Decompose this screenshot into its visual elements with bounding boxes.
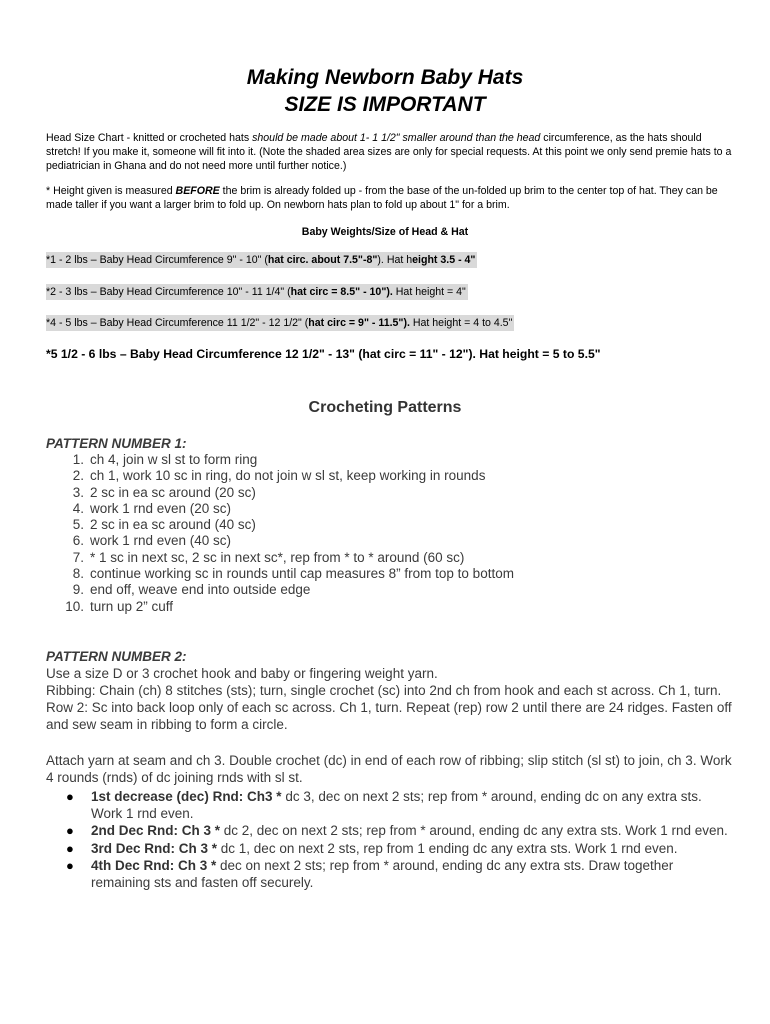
list-item: [60, 599, 740, 615]
pattern-1-steps: [60, 452, 740, 615]
list-item: [60, 501, 740, 517]
page-subtitle: SIZE IS IMPORTANT: [284, 93, 486, 116]
step-number: 7.: [72, 549, 84, 565]
bullet-bold: 3rd Dec Rnd: Ch 3 *: [91, 840, 218, 856]
size-row-1-d: eight 3.5 - 4": [412, 254, 476, 266]
step-number: 9.: [72, 582, 84, 598]
bullet-icon: ●: [66, 823, 74, 839]
size-row-2-c: Hat height = 4": [392, 286, 466, 298]
height-note-before: BEFORE: [175, 185, 220, 197]
step-number: 6.: [72, 533, 84, 549]
list-item: [60, 566, 740, 582]
bullet-text: dc 3, dec on next 2 sts; rep from * around, ending dc on any extra sts. Work 1 rnd even.: [91, 789, 702, 822]
size-row-main: *5 1/2 - 6 lbs – Baby Head Circumference 12 1/2" - 13" (hat circ = 11" - 12"). Hat height = 5 to 5.5": [46, 347, 601, 361]
step-number: 1.: [72, 452, 84, 467]
step-text: 2 sc in ea sc around (20 sc): [90, 484, 256, 500]
bullet-text: dec on next 2 sts; rep from * around, ending dc any extra sts. Draw together remaining sts and fasten off securely.: [91, 857, 674, 891]
list-item: [60, 517, 740, 533]
list-item: [60, 452, 740, 468]
bullet-icon: ●: [66, 789, 74, 804]
list-item: [60, 582, 740, 598]
bullet-bold: 2nd Dec Rnd: Ch 3 *: [91, 823, 221, 839]
size-row-3-a: *4 - 5 lbs – Baby Head Circumference 11 1/2" - 12 1/2" (: [46, 317, 309, 329]
bullet-text: dc 1, dec on next 2 sts, rep from 1 ending dc any extra sts. Work 1 rnd even.: [217, 840, 678, 856]
pattern-1-heading: PATTERN NUMBER 1:: [46, 436, 187, 451]
section-title: Crocheting Patterns: [308, 399, 462, 416]
bullet-text: dc 2, dec on next 2 sts; rep from * around, ending dc any extra sts. Work 1 rnd even.: [220, 823, 728, 839]
bullet-icon: ●: [66, 857, 74, 873]
step-text: continue working sc in rounds until cap measures 8” from top to bottom: [90, 566, 514, 582]
step-number: 8.: [72, 566, 84, 582]
step-number: 3.: [72, 484, 84, 500]
size-row-1-b: hat circ. about 7.5"-8": [267, 254, 378, 266]
step-text: turn up 2” cuff: [90, 598, 174, 614]
bullet-bold: 1st decrease (dec) Rnd: Ch3 *: [91, 789, 282, 804]
pattern-2-ribbing: Ribbing: Chain (ch) 8 stitches (sts); turn, single crochet (sc) into 2nd ch from hook and each st across. Ch 1, turn. Row 2: Sc into back loop only of each sc across. Ch 1, turn. Repeat (rep) row 2 until there are 24 ridges. Fasten off and sew seam in ribbing to form a circle.: [46, 683, 732, 733]
intro-text-italic: should be made about 1- 1 1/2" smaller around than the head: [252, 132, 541, 144]
list-item: [60, 533, 740, 549]
step-text: * 1 sc in next sc, 2 sc in next sc*, rep from * to * around (60 sc): [90, 549, 465, 565]
list-item: [66, 822, 732, 839]
list-item: [60, 468, 740, 484]
bullet-icon: ●: [66, 840, 74, 856]
intro-paragraph: [46, 131, 736, 173]
step-text: work 1 rnd even (40 sc): [90, 533, 232, 549]
size-row-3: [46, 315, 514, 331]
height-note: [46, 184, 736, 212]
step-number: 4.: [72, 500, 84, 516]
bullet-bold: 4th Dec Rnd: Ch 3 *: [91, 857, 217, 873]
step-number: 2.: [72, 468, 84, 484]
step-text: ch 4, join w sl st to form ring: [90, 452, 258, 467]
pattern-2-heading: PATTERN NUMBER 2:: [46, 649, 187, 664]
size-row-3-b: hat circ = 9" - 11.5").: [308, 317, 410, 329]
size-row-1-a: *1 - 2 lbs – Baby Head Circumference 9" - 10" (: [46, 254, 268, 266]
size-row-3-c: Hat height = 4 to 4.5": [409, 317, 513, 329]
list-item: [66, 857, 732, 891]
step-text: ch 1, work 10 sc in ring, do not join w sl st, keep working in rounds: [90, 468, 486, 484]
sizes-heading: Baby Weights/Size of Head & Hat: [301, 226, 469, 238]
list-item: [66, 788, 732, 822]
step-number: 10.: [65, 598, 84, 614]
list-item: [66, 840, 732, 857]
list-item: [60, 550, 740, 566]
step-number: 5.: [72, 517, 84, 533]
size-row-1: [46, 252, 477, 268]
size-row-1-c: ). Hat h: [377, 254, 413, 266]
intro-text-a: Head Size Chart - knitted or crocheted hats: [46, 132, 253, 144]
intro-text-c: circumference, as the hats should stretch! If you make it, someone will fit into it. (Note the shaded area sizes are only for special requests. At this point we only send premie hats to a pediatrician in Ghana and do not need more until further notice.): [46, 132, 732, 172]
size-row-2: [46, 284, 468, 300]
pattern-2-attach: Attach yarn at seam and ch 3. Double crochet (dc) in end of each row of ribbing; slip stitch (sl st) to join, ch 3. Work 4 rounds (rnds) of dc joining rnds with sl st.: [46, 753, 732, 786]
list-item: [60, 485, 740, 501]
step-text: end off, weave end into outside edge: [90, 582, 311, 598]
size-row-2-a: *2 - 3 lbs – Baby Head Circumference 10" - 11 1/4" (: [46, 286, 291, 298]
pattern-2-bullets: [66, 788, 732, 891]
step-text: work 1 rnd even (20 sc): [90, 500, 232, 516]
pattern-2-line-1: Use a size D or 3 crochet hook and baby or fingering weight yarn.: [46, 666, 438, 681]
size-row-2-b: hat circ = 8.5" - 10").: [290, 286, 393, 298]
height-note-c: the brim is already folded up - from the base of the un-folded up brim to the center top of hat. They can be made taller if you want a larger brim to fold up. On newborn hats plan to fold up about 1" for a brim.: [46, 185, 718, 211]
height-note-a: * Height given is measured: [46, 185, 176, 197]
page-title: Making Newborn Baby Hats: [246, 66, 524, 89]
step-text: 2 sc in ea sc around (40 sc): [90, 517, 256, 533]
